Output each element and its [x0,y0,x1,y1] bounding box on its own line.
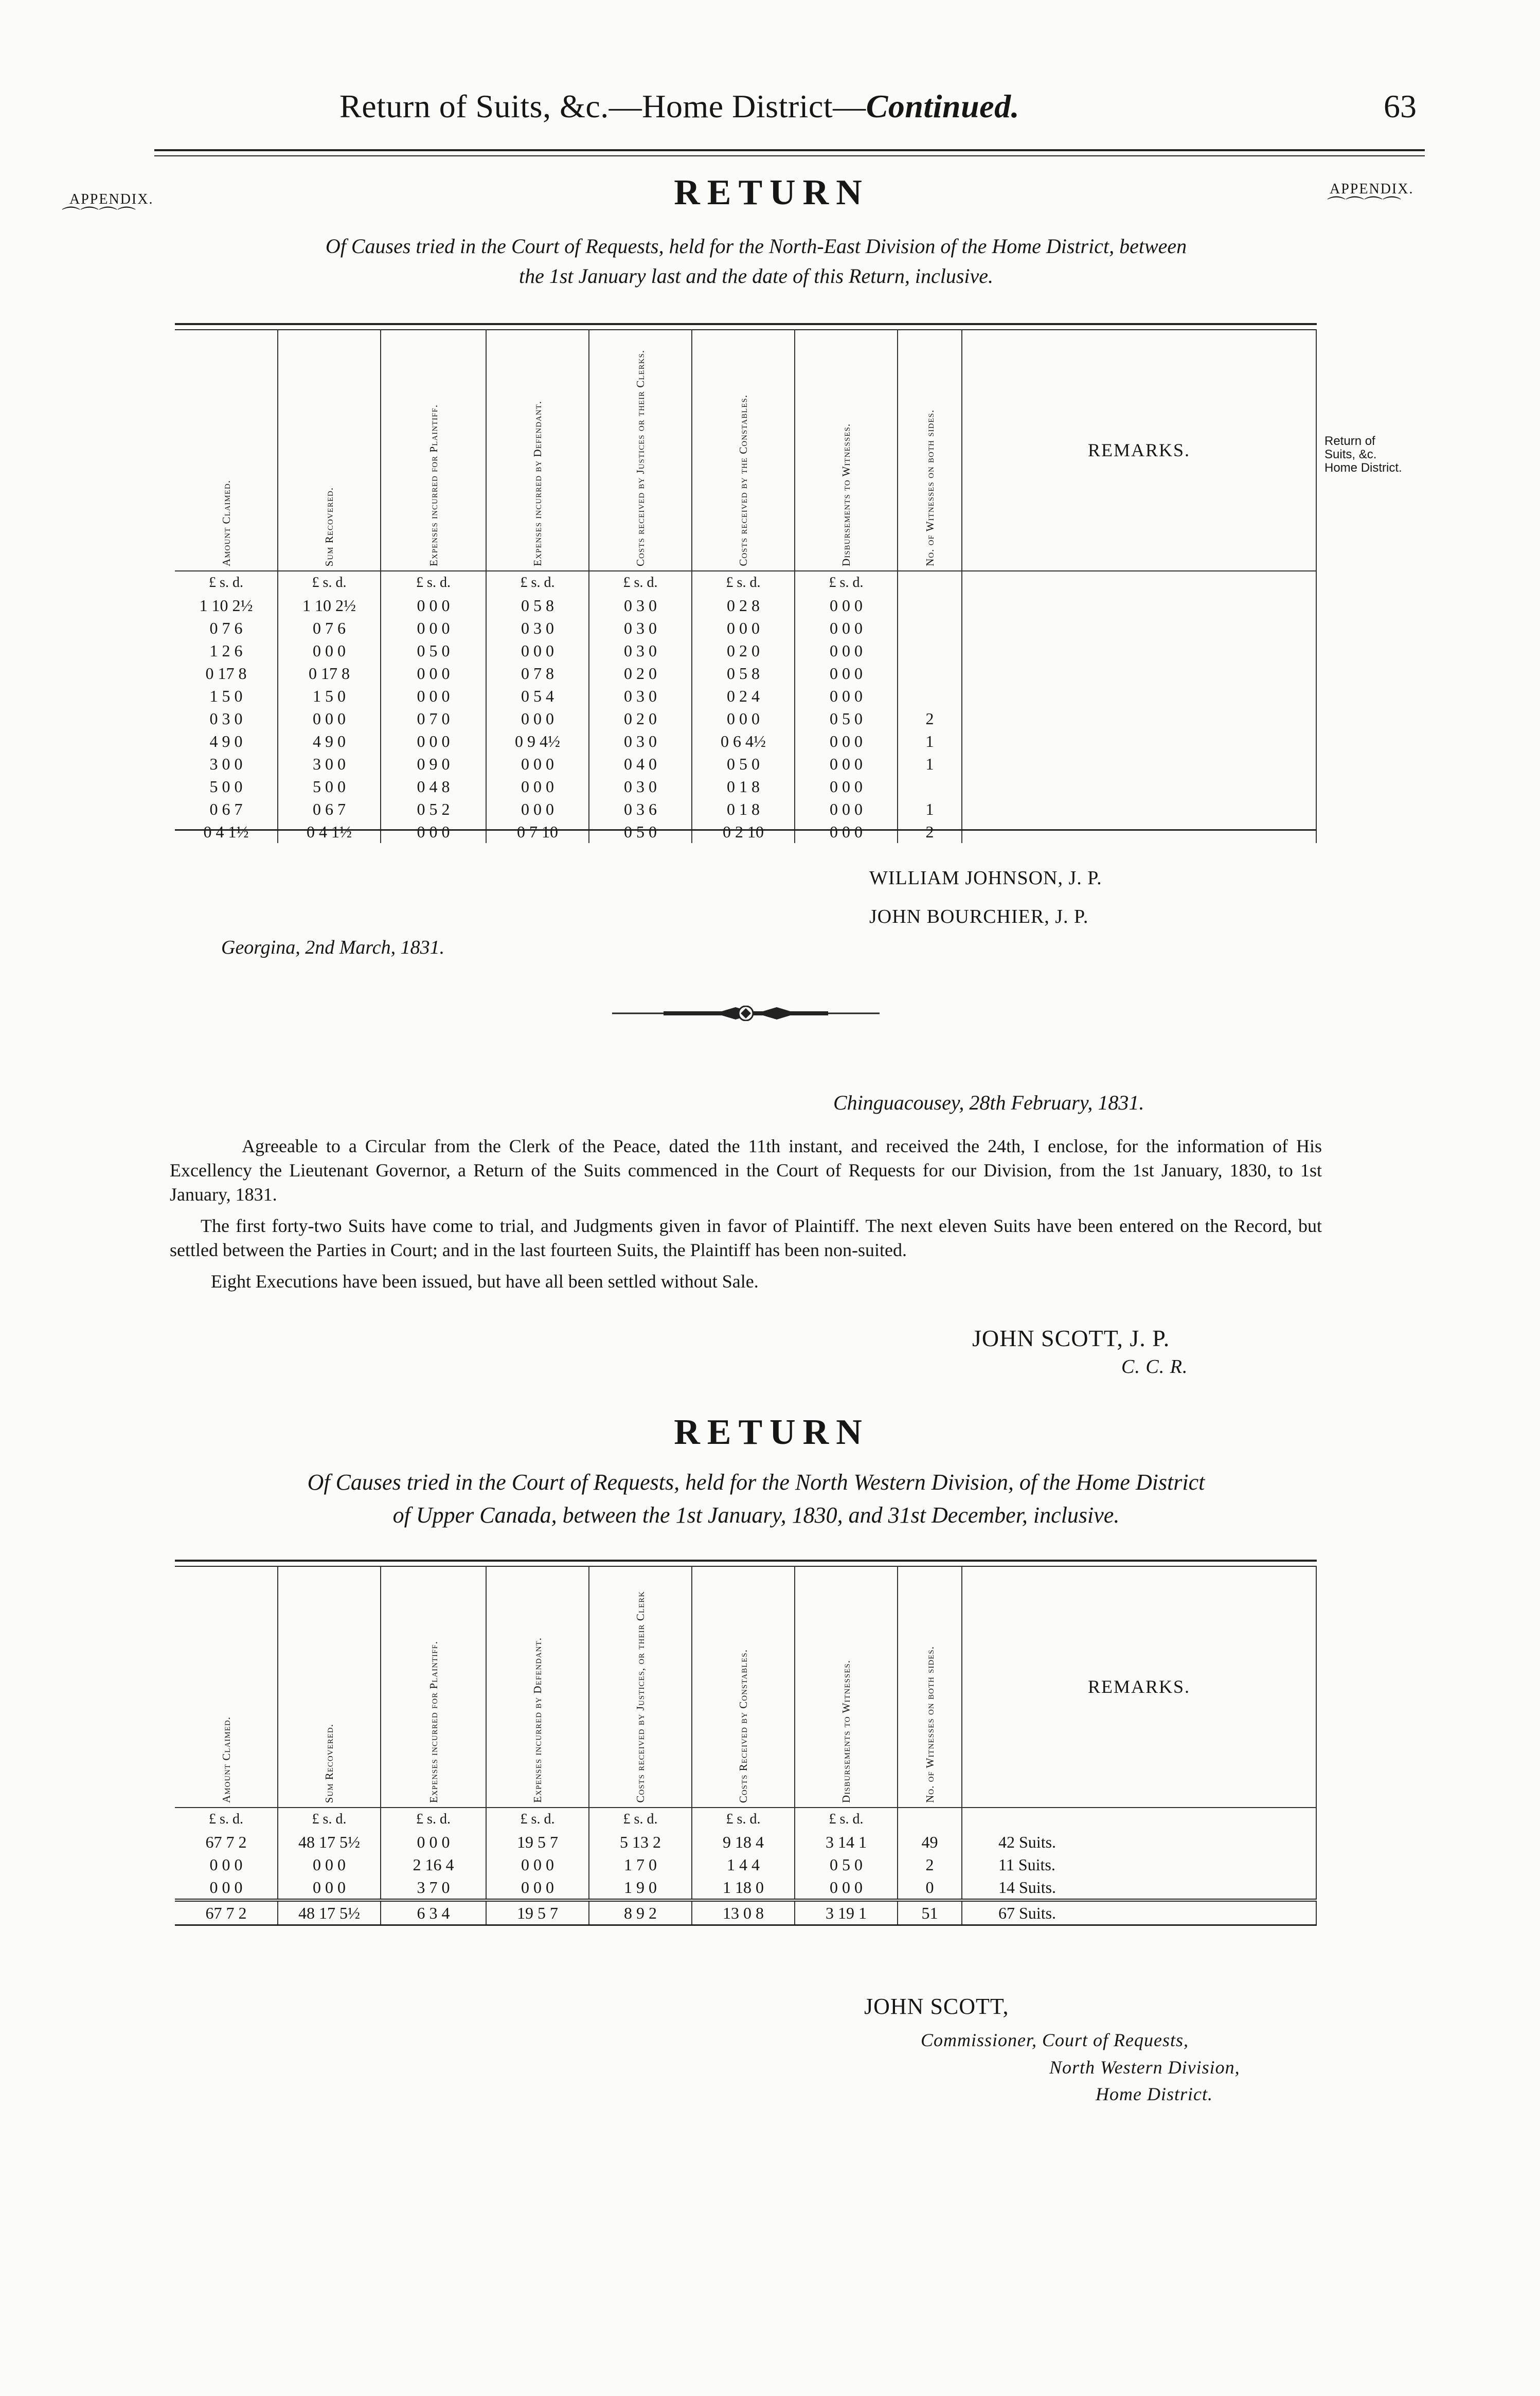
table-cell: 0 5 2 [381,798,486,820]
table-cell: £ s. d. [175,571,278,594]
table-cell: 0 3 0 [486,617,589,639]
table-cell: 0 5 8 [486,594,589,617]
table-cell: 0 7 10 [486,820,589,843]
total-row [175,1900,1316,1925]
table-cell: 0 0 0 [381,1831,486,1853]
table-cell: 0 7 8 [486,662,589,685]
table-row [175,1876,1316,1900]
table-cell: £ s. d. [692,1808,795,1831]
table-cell: 0 3 0 [175,707,278,730]
remarks-cell [962,753,1316,775]
remarks-cell [962,639,1316,662]
table-cell: 0 0 0 [795,798,898,820]
table-row [175,753,1316,775]
page-number: 63 [1384,88,1417,124]
table-cell: £ s. d. [278,1808,381,1831]
table-cell: 0 7 6 [175,617,278,639]
table-cell: 2 [898,820,962,843]
table-cell: 0 4 0 [589,753,692,775]
table-cell [898,571,962,594]
table-cell: 3 0 0 [175,753,278,775]
table-cell: 3 14 1 [795,1831,898,1853]
return1-col-header: Costs received by Justices or their Clerks. [589,329,692,571]
remarks-cell [962,707,1316,730]
table-cell: 48 17 5½ [278,1831,381,1853]
table-cell: 0 0 0 [795,820,898,843]
table-cell: 0 0 0 [486,775,589,798]
return1-place-date: Georgina, 2nd March, 1831. [221,937,445,958]
table-cell: 1 [898,753,962,775]
table-cell: 0 0 0 [486,798,589,820]
return2-col-header: Costs received by Justices, or their Clerk [589,1566,692,1808]
table-cell: 0 0 0 [486,639,589,662]
table-cell: 0 0 0 [486,1853,589,1876]
table-cell: 0 3 0 [589,685,692,707]
return1-col-header: Expenses incurred for Plaintiff. [381,329,486,571]
return1-col-header: Sum Recovered. [278,329,381,571]
table-cell: 0 1 8 [692,775,795,798]
letter-paragraph: Agreeable to a Circular from the Clerk of the Peace, dated the 11th instant, and received the 24th, I enclose, for the information of His Excellency the Lieutenant Governor, a Return of the Suits commenced in the Court of Requests for our Division, from the 1st January, 1830, to 1st January, 1831. [170,1136,1322,1205]
table-cell: 0 3 0 [589,617,692,639]
table-cell: 0 0 0 [795,662,898,685]
table-cell: 0 3 0 [589,775,692,798]
table-cell: 0 3 0 [589,639,692,662]
table-cell: 0 0 0 [278,639,381,662]
table-cell: 0 2 0 [692,639,795,662]
table-cell: 0 4 8 [381,775,486,798]
table-cell: 2 16 4 [381,1853,486,1876]
table-row [175,707,1316,730]
table-cell: 0 0 0 [278,707,381,730]
table-cell: 19 5 7 [486,1831,589,1853]
running-head [339,87,1019,126]
return2-subtitle [165,1466,1348,1532]
table-cell: 0 17 8 [278,662,381,685]
table-cell: 13 0 8 [692,1900,795,1925]
marginal-note-line: Home District. [1324,461,1402,475]
table-cell: 0 0 0 [692,617,795,639]
table-cell: 0 5 0 [795,707,898,730]
return2-col-header: Amount Claimed. [175,1566,278,1808]
remarks-cell: 42 Suits. [962,1831,1316,1853]
table-cell: £ s. d. [486,1808,589,1831]
return1-signatory-2: JOHN BOURCHIER, J. P. [869,906,1089,927]
table-cell: 0 0 0 [795,1876,898,1900]
return1-col-header: Disbursements to Witnesses. [795,329,898,571]
letter-signature: JOHN SCOTT, J. P. [972,1325,1170,1351]
table-cell: 0 3 0 [589,594,692,617]
table-cell: 3 0 0 [278,753,381,775]
table-cell: 0 0 0 [795,639,898,662]
table-row [175,617,1316,639]
return1-col-header: Costs received by the Constables. [692,329,795,571]
return1-col-header: Amount Claimed. [175,329,278,571]
remarks-cell [962,571,1316,594]
table-cell: £ s. d. [175,1808,278,1831]
marginal-note-line: Return of [1324,434,1375,448]
table-cell [898,775,962,798]
table-cell: 0 0 0 [381,820,486,843]
table-cell: 67 7 2 [175,1831,278,1853]
table-cell: 0 17 8 [175,662,278,685]
table-cell: 0 0 0 [381,685,486,707]
return1-subtitle [165,231,1348,291]
return1-subtitle-line2: the 1st January last and the date of this Return, inclusive. [518,264,994,288]
remarks-cell [962,594,1316,617]
table-cell: 5 0 0 [175,775,278,798]
table-cell: 5 0 0 [278,775,381,798]
table-cell: 0 6 7 [175,798,278,820]
table-cell: 67 7 2 [175,1900,278,1925]
table-row [175,798,1316,820]
return2-remarks-header: REMARKS. [962,1566,1316,1808]
table-cell: 0 0 0 [278,1876,381,1900]
table-cell: £ s. d. [795,571,898,594]
return2-signature: JOHN SCOTT, [864,1994,1009,2019]
return2-table [175,1566,1317,1926]
remarks-cell [962,798,1316,820]
table-cell: 0 5 0 [795,1853,898,1876]
brace-left-icon: ⌒⌒⌒⌒ [62,206,136,226]
remarks-cell [962,685,1316,707]
table-cell: 9 18 4 [692,1831,795,1853]
return2-header-row [175,1566,1316,1808]
appendix-left: APPENDIX. [69,191,154,207]
return1-col-header: No. of Witnesses on both sides. [898,329,962,571]
table-cell: 0 0 0 [175,1876,278,1900]
table-cell: £ s. d. [278,571,381,594]
return2-subtitle-line1: Of Causes tried in the Court of Requests, held for the North Western Division, of the Home District [307,1470,1205,1495]
table-row [175,594,1316,617]
return1-signatory-1: WILLIAM JOHNSON, J. P. [869,867,1102,889]
table-row [175,639,1316,662]
letter-paragraph: The first forty-two Suits have come to trial, and Judgments given in favor of Plaintiff. The next eleven Suits have been entered on the Record, but settled between the Parties in Court; and in the last fourteen Suits, the Plaintiff has been non-suited. [170,1215,1322,1260]
return1-subtitle-line1: Of Causes tried in the Court of Requests, held for the North-East Division of the Home District, between [325,235,1187,258]
table-cell: 0 2 8 [692,594,795,617]
return1-bottom-rule [175,829,1317,831]
table-cell: 1 5 0 [175,685,278,707]
remarks-cell: 67 Suits. [962,1900,1316,1925]
remarks-cell [962,617,1316,639]
table-cell: 0 7 0 [381,707,486,730]
header-rule [154,149,1425,156]
table-cell: 0 0 0 [692,707,795,730]
table-cell: 0 0 0 [278,1853,381,1876]
return2-heading: RETURN [674,1412,869,1452]
running-head-title: Return of Suits, &c.—Home District— [339,88,866,124]
table-cell: 0 5 4 [486,685,589,707]
table-row [175,1853,1316,1876]
table-cell: 0 5 0 [589,820,692,843]
table-cell: 49 [898,1831,962,1853]
table-row [175,685,1316,707]
units-row [175,571,1316,594]
remarks-cell [962,775,1316,798]
table-cell: 0 0 0 [381,617,486,639]
table-row [175,775,1316,798]
table-cell: 4 9 0 [175,730,278,753]
table-cell: 0 7 6 [278,617,381,639]
appendix-right: APPENDIX. [1330,181,1414,197]
table-cell: 1 10 2½ [278,594,381,617]
table-cell: 48 17 5½ [278,1900,381,1925]
table-cell: £ s. d. [589,1808,692,1831]
table-cell: 2 [898,1853,962,1876]
table-cell: 0 0 0 [381,730,486,753]
return2-col-header: Expenses incurred by Defendant. [486,1566,589,1808]
table-cell: 0 [898,1876,962,1900]
table-cell: 0 4 1½ [175,820,278,843]
table-cell: 0 2 4 [692,685,795,707]
table-cell: £ s. d. [795,1808,898,1831]
return2-col-header: Costs Received by Constables. [692,1566,795,1808]
table-cell: 0 0 0 [175,1853,278,1876]
table-cell: 0 3 6 [589,798,692,820]
table-cell: 6 3 4 [381,1900,486,1925]
table-cell: 0 5 0 [381,639,486,662]
table-cell: 0 0 0 [381,594,486,617]
return2-signature-line: North Western Division, [1049,2057,1240,2078]
table-cell: 1 7 0 [589,1853,692,1876]
table-cell: 0 0 0 [486,1876,589,1900]
table-cell: 0 6 7 [278,798,381,820]
table-row [175,730,1316,753]
return1-table [175,329,1317,843]
return1-header-row [175,329,1316,571]
table-cell: 0 0 0 [795,730,898,753]
table-cell: 0 0 0 [795,685,898,707]
table-cell: 0 0 0 [795,753,898,775]
table-cell: 0 9 4½ [486,730,589,753]
letter-place-date: Chinguacousey, 28th February, 1831. [833,1091,1144,1114]
table-cell: 0 5 0 [692,753,795,775]
marginal-note [1324,435,1402,475]
table-cell: 0 0 0 [795,594,898,617]
table-cell: 1 5 0 [278,685,381,707]
table-cell [898,662,962,685]
running-head-continued: Continued. [866,88,1020,124]
table-cell: £ s. d. [381,571,486,594]
return2-col-header: Disbursements to Witnesses. [795,1566,898,1808]
table-cell: 1 18 0 [692,1876,795,1900]
brace-right-icon: ⌒⌒⌒⌒ [1327,195,1402,216]
return1-remarks-header: REMARKS. [962,329,1316,571]
return1-col-header: Expenses incurred by Defendant. [486,329,589,571]
table-cell: 0 1 8 [692,798,795,820]
table-cell: 0 5 8 [692,662,795,685]
return2-signature-line: Home District. [1096,2084,1213,2104]
letter-body [170,1134,1322,1294]
units-row [175,1808,1316,1831]
table-cell: 3 7 0 [381,1876,486,1900]
table-cell: 2 [898,707,962,730]
table-cell: 3 19 1 [795,1900,898,1925]
table-cell [898,1808,962,1831]
table-cell: 0 0 0 [486,753,589,775]
table-cell: 1 [898,730,962,753]
table-cell: 0 0 0 [795,775,898,798]
return2-col-header: Sum Recovered. [278,1566,381,1808]
table-cell: £ s. d. [381,1808,486,1831]
table-cell: 0 0 0 [381,662,486,685]
remarks-cell [962,730,1316,753]
remarks-cell [962,1808,1316,1831]
table-cell: 0 6 4½ [692,730,795,753]
return2-subtitle-line2: of Upper Canada, between the 1st January, 1830, and 31st December, inclusive. [392,1503,1120,1528]
ornament-divider-icon [612,1006,880,1021]
table-cell: 1 9 0 [589,1876,692,1900]
return2-col-header: Expenses incurred for Plaintiff. [381,1566,486,1808]
table-cell: 19 5 7 [486,1900,589,1925]
table-cell: 0 4 1½ [278,820,381,843]
return1-heading: RETURN [674,173,869,212]
table-cell: 0 2 10 [692,820,795,843]
table-cell: 1 2 6 [175,639,278,662]
table-cell: 51 [898,1900,962,1925]
table-row [175,1831,1316,1853]
table-cell: 4 9 0 [278,730,381,753]
table-row [175,820,1316,843]
letter-paragraph: Eight Executions have been issued, but have all been settled without Sale. [211,1271,759,1292]
table-cell [898,617,962,639]
return2-col-header: No. of Witnesses on both sides. [898,1566,962,1808]
table-cell: 1 10 2½ [175,594,278,617]
table-cell [898,594,962,617]
table-row [175,662,1316,685]
table-cell [898,639,962,662]
table-cell: 0 2 0 [589,707,692,730]
table-cell: 1 4 4 [692,1853,795,1876]
remarks-cell [962,820,1316,843]
table-cell [898,685,962,707]
table-cell: 0 3 0 [589,730,692,753]
return2-signature-line: Commissioner, Court of Requests, [921,2030,1189,2050]
table-cell: 0 0 0 [795,617,898,639]
table-cell: 0 9 0 [381,753,486,775]
table-cell: £ s. d. [589,571,692,594]
table-cell: £ s. d. [692,571,795,594]
marginal-note-line: Suits, &c. [1324,448,1377,461]
remarks-cell: 11 Suits. [962,1853,1316,1876]
table-cell: 1 [898,798,962,820]
letter-signature-title: C. C. R. [1121,1356,1188,1378]
remarks-cell: 14 Suits. [962,1876,1316,1900]
table-cell: £ s. d. [486,571,589,594]
remarks-cell [962,662,1316,685]
table-cell: 0 2 0 [589,662,692,685]
table-cell: 8 9 2 [589,1900,692,1925]
table-cell: 0 0 0 [486,707,589,730]
table-cell: 5 13 2 [589,1831,692,1853]
